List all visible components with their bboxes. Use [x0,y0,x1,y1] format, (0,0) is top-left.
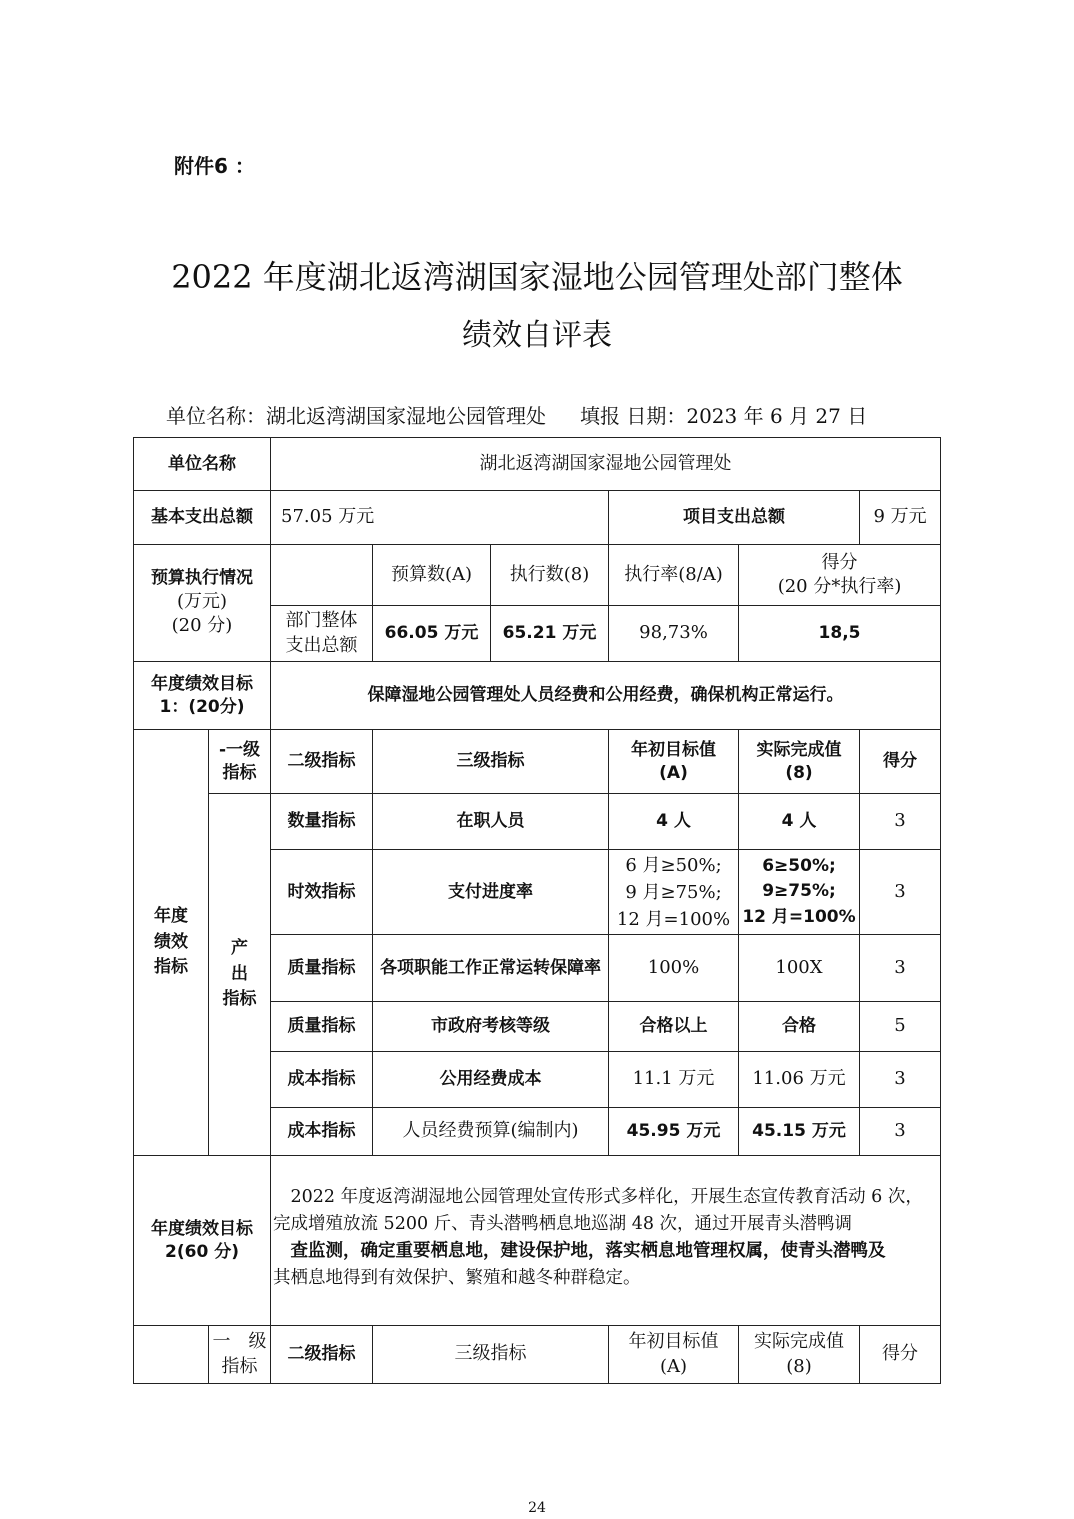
actual-line: 12 月=100% [742,906,856,927]
goal2-label [134,1156,271,1326]
header-line: (8) [785,762,813,783]
target-cell: 4 人 [609,794,739,850]
footer-level1-header [209,1326,271,1384]
target-cell [609,850,739,935]
output-indicator-label [209,794,271,1156]
header-line: (A) [659,762,688,783]
document-title: 2022 年度湖北返湾湖国家湿地公园管理处部门整体 [171,258,903,296]
goal2-text-normal: 2022 年度返湾湖湿地公园管理处宣传形式多样化，开展生态宣传教育活动 6 次，完成增殖放流 5200 斤、青头潜鸭栖息地巡湖 48 次，通过开展青头潜鸭调 [273,1187,923,1235]
target-cell: 合格以上 [609,1002,739,1052]
score-cell: 3 [860,1052,941,1108]
header-line: (8) [786,1355,812,1377]
budget-header-cell: 预算数(A) [373,545,491,606]
goal2-label-line: 年度绩效目标 [151,1218,253,1239]
level3-cell: 支付进度率 [373,850,609,935]
group-label-line: 年度 [154,906,188,927]
page-number: 24 [528,1500,546,1516]
budget-amount: 66.05 万元 [373,606,491,662]
actual-cell: 100X [739,935,860,1002]
group-label-line: 指标 [154,957,188,978]
budget-score: 18,5 [739,606,941,662]
footer-target-header [609,1326,739,1384]
actual-cell: 4 人 [739,794,860,850]
level3-cell: 市政府考核等级 [373,1002,609,1052]
footer-score-header: 得分 [860,1326,941,1384]
actual-cell [739,850,860,935]
goal2-text-bold: 查监测，确定重要栖息地，建设保护地，落实栖息地管理权属，使青头潜鸭及 [273,1241,886,1262]
footer-level3-header: 三级指标 [373,1326,609,1384]
footer-level2-header: 二级指标 [271,1326,373,1384]
score-cell: 5 [860,1002,941,1052]
level3-cell: 在职人员 [373,794,609,850]
level2-header: 二级指标 [271,730,373,794]
target-header [609,730,739,794]
header-line: 年初目标值 [628,1331,719,1353]
budget-label-line: (万元) [176,591,228,613]
header-line: 实际完成值 [754,1331,844,1353]
unit-line [166,400,867,429]
level2-cell: 时效指标 [271,850,373,935]
budget-header-cell: 执行率(8/A) [609,545,739,606]
level2-cell: 数量指标 [271,794,373,850]
score-header-line: (20 分*执行率) [777,576,902,597]
header-line: (A) [659,1355,688,1377]
level2-cell: 成本指标 [271,1052,373,1108]
footer-actual-header [739,1326,860,1384]
score-header: 得分 [860,730,941,794]
target-line: 12 月=100% [616,908,731,930]
actual-header [739,730,860,794]
level2-cell: 质量指标 [271,935,373,1002]
level1-label-line: 出 [231,963,248,984]
unit-name-label: 单位名称 [134,438,271,491]
footer-empty-cell [134,1326,209,1384]
score-cell: 3 [860,1108,941,1156]
goal1-label-line: 1：(20分) [159,696,245,717]
target-line: 9 月≥75%; [625,881,722,903]
budget-label-line: 预算执行情况 [151,568,253,589]
goal2-label-line: 2(60 分) [165,1241,239,1262]
project-expense-value: 9 万元 [860,491,941,545]
budget-score-header [739,545,941,606]
goal1-text: 保障湿地公园管理处人员经费和公用经费，确保机构正常运行。 [271,662,941,730]
attachment-label: 附件6 ： [174,154,255,178]
header-line: 指标 [222,762,257,783]
budget-row-label-line: 部门整体 [285,610,358,632]
group-label-line: 绩效 [154,931,188,952]
budget-label-line: (20 分) [171,615,233,637]
budget-row-label-line: 支出总额 [285,634,358,656]
score-header-line: 得分 [821,551,858,573]
goal1-label [134,662,271,730]
header-line: 实际完成值 [756,739,842,760]
actual-cell: 11.06 万元 [739,1052,860,1108]
execution-amount: 65.21 万元 [491,606,609,662]
actual-line: 6≥50%; [762,855,836,876]
target-cell: 11.1 万元 [609,1052,739,1108]
goal2-text-tail: 其栖息地得到有效保护、繁殖和越冬种群稳定。 [273,1268,641,1289]
performance-table [133,437,941,1384]
annual-indicator-group-label [134,730,209,1156]
level2-cell: 质量指标 [271,1002,373,1052]
actual-line: 9≥75%; [762,881,836,902]
header-line: 一 级 [212,1331,267,1353]
level1-label-line: 产 [231,938,248,959]
target-line: 6 月≥50%; [625,854,722,876]
document-subtitle: 绩效自评表 [462,318,612,353]
level2-cell: 成本指标 [271,1108,373,1156]
goal2-text [271,1156,941,1326]
score-cell: 3 [860,794,941,850]
budget-row-label [271,606,373,662]
level1-label-line: 指标 [222,989,257,1010]
actual-cell: 合格 [739,1002,860,1052]
basic-expense-value: 57.05 万元 [271,491,609,545]
level3-cell: 公用经费成本 [373,1052,609,1108]
budget-empty-header [271,545,373,606]
execution-rate: 98,73% [609,606,739,662]
budget-execution-label [134,545,271,662]
score-cell: 3 [860,935,941,1002]
project-expense-label: 项目支出总额 [609,491,860,545]
budget-header-cell: 执行数(8) [491,545,609,606]
header-line: -一级 [218,739,261,760]
level1-header [209,730,271,794]
goal1-label-line: 年度绩效目标 [151,673,253,694]
level3-header: 三级指标 [373,730,609,794]
score-cell: 3 [860,850,941,935]
unit-name-text: 单位名称：湖北返湾湖国家湿地公园管理处 [166,404,546,428]
report-date-text: 填报 日期：2023 年 6 月 27 日 [580,404,868,428]
header-line: 指标 [221,1355,258,1377]
basic-expense-label: 基本支出总额 [134,491,271,545]
level3-cell: 人员经费预算(编制内) [373,1108,609,1156]
header-line: 年初目标值 [631,739,716,760]
target-cell: 45.95 万元 [609,1108,739,1156]
unit-name-value: 湖北返湾湖国家湿地公园管理处 [271,438,941,491]
actual-cell: 45.15 万元 [739,1108,860,1156]
level3-cell: 各项职能工作正常运转保障率 [373,935,609,1002]
target-cell: 100% [609,935,739,1002]
